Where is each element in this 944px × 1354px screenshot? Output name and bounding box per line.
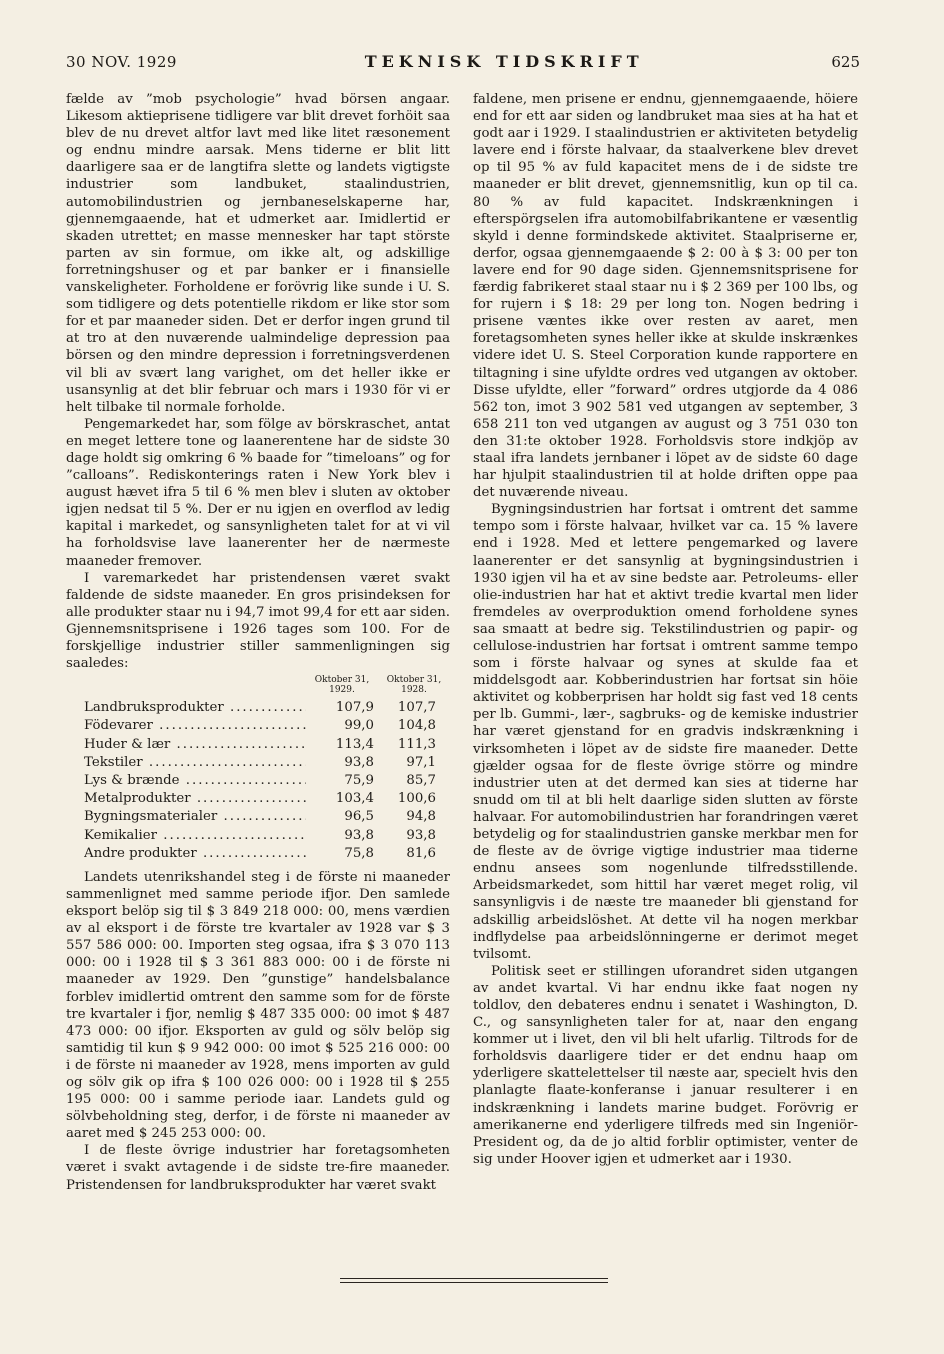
value-1928: 100,6 [397, 791, 436, 807]
issue-date: 30 NOV. 1929 [66, 53, 177, 71]
value-1928: 104,8 [397, 718, 436, 734]
table-row [66, 699, 450, 717]
price-index-table [66, 675, 450, 863]
paragraph: I de fleste övrige industrier har foretagsomheten været i svakt avtagende i de sidste tre-fire maaneder. Pristendensen for landbruksprodukter har været svakt [66, 1143, 450, 1193]
row-label: Andre produkter ..... [84, 845, 306, 862]
row-label: Kemikalier ..... [84, 827, 306, 844]
value-1929: 113,4 [335, 736, 374, 752]
value-1928: 81,6 [406, 845, 436, 861]
table-row [66, 827, 450, 845]
paragraph: I varemarkedet har pristendensen været svakt faldende de sidste maaneder. En gros prisindeksen for alle produkter staar nu i 94,7 imot 99,4 for ett aar siden. Gjennemsnitsprisene i 1926 tages som 100. For de forskjellige industrier stiller sammenligningen sig saaledes: [66, 570, 450, 672]
value-1929: 96,5 [344, 809, 374, 825]
value-1929: 99,0 [344, 718, 374, 734]
value-1928: 107,7 [397, 700, 436, 716]
row-label: Metalprodukter ..... [84, 790, 306, 807]
page-header [66, 52, 860, 80]
row-label: Huder & lær ..... [84, 736, 306, 753]
table-row [66, 790, 450, 808]
value-1929: 75,9 [344, 772, 374, 788]
value-1929: 93,8 [344, 754, 374, 770]
paragraph: Politisk seet er stillingen uforandret siden utgangen av andet kvartal. Vi har endnu ikke faat nogen ny toldlov, den debateres endnu i senatet i Washington, D. C., og sansynligheten taler for at, naar den engang kommer ut i livet, den vil bli helt ufarlig. Tiltrods for de forholdsvis daarligere tider er det endnu haap om yderligere skattelettelser til næste aar, specielt hvis den planlagte flaate-konferanse i januar resulterer i en indskrænkning i landets marine budget. Forövrig er amerikanerne end yderligere tilfreds med sin Ingeniör-President og, da de jo altid forblir optimister, venter de sig under Hoover igjen et udmerket aar i 1930. [473, 963, 858, 1167]
paragraph: Pengemarkedet har, som fölge av börskraschet, antat en meget lettere tone og laanerentene har de sidste 30 dage holdt sig omkring 6 % baade for ”timeloans” og for ”calloans”. Rediskonterings raten i New York blev i august hævet ifra 5 til 6 % men blev i sluten av oktober igjen nedsat til 5 %. Der er nu igjen en overflod av ledig kapital i markedet, og sansynligheten talet for at vi vil ha forholdsvise lave laanerenter her de nærmeste maaneder fremover. [66, 416, 450, 569]
column-header-1929: Oktober 31, 1929. [314, 675, 370, 696]
value-1928: 85,7 [406, 772, 436, 788]
left-column [66, 91, 450, 1194]
paragraph: faldene, men prisene er endnu, gjennemgaaende, höiere end for ett aar siden og landbruket maa sies at ha hat et godt aar i 1929. I staalindustrien er aktiviteten betydelig lavere end i förste halvaar, da staalverkene blev drevet op til 95 % av fuld kapacitet mens de i de sidste tre maaneder er blit drevet, gjennemsnitlig, kun op til ca. 80 % av fuld kapacitet. Indskrænkningen i efterspörgselen ifra automobilfabrikantene er væsentlig skyld i denne formindskede aktivitet. Staalpriserne er, derfor, ogsaa gjennemgaaende $ 2: 00 à $ 3: 00 per ton lavere end for 90 dage siden. Gjennemsnitsprisene for færdig fabrikeret staal staar nu i $ 2 369 per 100 lbs, og for rujern i $ 18: 29 per long ton. Nogen bedring i prisene væntes ikke over resten av aaret, men foretagsomheten synes heller ikke at skulde inskrænkes videre idet U. S. Steel Corporation kunde rapportere en tiltagning i sine ufyldte ordres ved utgangen av oktober. Disse ufyldte, eller ”forward” ordres utgjorde da 4 086 562 ton, imot 3 902 581 ved utgangen av september, 3 658 211 ton ved utgangen av august og 3 751 030 ton den 31:te oktober 1928. Forholdsvis store indkjöp av staal ifra landets jernbaner i löpet av de sidste 60 dage har hjulpit staalindustrien til at holde driften oppe paa det nuværende niveau. [473, 92, 858, 501]
table-row [66, 772, 450, 790]
end-rule [340, 1278, 608, 1279]
table-row [66, 845, 450, 863]
row-label: Bygningsmaterialer ..... [84, 808, 306, 825]
value-1928: 97,1 [406, 754, 436, 770]
row-label: Landbruksprodukter ..... [84, 699, 306, 716]
paragraph: Bygningsindustrien har fortsat i omtrent det samme tempo som i förste halvaar, hvilket var ca. 15 % lavere end i 1928. Med et lettere pengemarked og lavere laanerenter er det sansynlig at bygningsindustrien i 1930 igjen vil ha et av sine bedste aar. Petroleums- eller olie-industrien har hat et aktivt tredie kvartal men lider fremdeles av overproduktion omend forholdene synes saa smaatt at bedre sig. Tekstilindustrien og papir- og cellulose-industrien har fortsat i omtrent samme tempo som i förste halvaar og synes at skulde faa et middelsgodt aar. Kobberindustrien har fortsat sin höie aktivitet og kobberprisen har holdt sig fast ved 18 cents per lb. Gummi-, lær-, sagbruks- og de kemiske industrier har været gjenstand for en gradvis indskrænkning i virksomheten i löpet av de sidste fire maaneder. Dette gjælder ogsaa for de fleste övrige större og mindre industrier uten at det dermed kan sies at tiderne har snudd om til at bli helt daarlige siden slutten av förste halvaar. For automobilindustrien har forandringen været betydelig og for staalindustrien ganske merkbar men for de fleste av de övrige vigtige industrier maa tiderne endnu ansees som nogenlunde tilfredsstillende. Arbeidsmarkedet, som hittil har været meget rolig, vil sansynligvis i de næste tre maaneder bli gjenstand for adskillig arbeidslöshet. At dette vil ha nogen merkbar indflydelse paa arbeidslönningerne er derimot meget tvilsomt. [473, 502, 858, 962]
table-row [66, 736, 450, 754]
row-label: Tekstiler ..... [84, 754, 306, 771]
value-1929: 103,4 [335, 791, 374, 807]
table-row [66, 717, 450, 735]
right-column [473, 91, 858, 1168]
paragraph: Landets utenrikshandel steg i de förste ni maaneder sammenlignet med samme periode ifjor. Den samlede eksport belöp sig til $ 3 849 218 000: 00, mens værdien av al eksport i de förste tre kvartaler av 1928 var $ 3 557 586 000: 00. Importen steg ogsaa, ifra $ 3 070 113 000: 00 i 1928 til $ 3 361 883 000: 00 i de förste ni maaneder av 1929. Den ”gunstige” handelsbalance forblev imidlertid omtrent den samme som for de förste tre kvartaler i fjor, nemlig $ 487 335 000: 00 imot $ 487 473 000: 00 ifjor. Eksporten av guld og sölv belöp sig samtidig til kun $ 9 942 000: 00 imot $ 525 216 000: 00 i de förste ni maaneder av 1928, mens importen av guld og sölv gik op ifra $ 100 026 000: 00 i 1928 til $ 255 195 000: 00 i samme periode iaar. Landets guld og sölvbeholdning steg, derfor, i de förste ni maaneder av aaret med $ 245 253 000: 00. [66, 869, 450, 1142]
end-rule [340, 1282, 608, 1283]
value-1928: 111,3 [397, 736, 436, 752]
value-1928: 94,8 [406, 809, 436, 825]
value-1929: 75,8 [344, 845, 374, 861]
row-label: Födevarer ..... [84, 717, 306, 734]
page-number: 625 [831, 53, 860, 71]
journal-title: TEKNISK TIDSKRIFT [364, 52, 644, 71]
value-1929: 107,9 [335, 700, 374, 716]
value-1929: 93,8 [344, 827, 374, 843]
table-row [66, 754, 450, 772]
table-row [66, 808, 450, 826]
table-header [66, 675, 450, 695]
column-header-1928: Oktober 31, 1928. [386, 675, 442, 696]
paragraph: fælde av ”mob psychologie” hvad börsen angaar. Likesom aktieprisene tidligere var blit drevet forhöit saa blev de nu drevet altfor lavt med like litet ræsonement og endnu mindre aarsak. Mens tiderne er blit litt daarligere saa er de langtifra slette og landets vigtigste industrier som landbuket, staalindustrien, automobilindustrien og jernbaneselskaperne har, gjennemgaaende, hat et udmerket aar. Imidlertid er skaden utrettet; en masse mennesker har tapt störste parten av sin formue, om ikke alt, og adskillige forretningshuser og et par banker er i finansielle vanskeligheter. Forholdene er forövrig like sunde i U. S. som tidligere og dets potentielle rikdom er like stor som for et par maaneder siden. Det er derfor ingen grund til at tro at den nuværende ualmindelige depression paa börsen og den mindre depression i forretningsverdenen vil bli av svært lang varighet, om det heller ikke er usansynlig at det blir februar och mars i 1930 för vi er helt tilbake til normale forholde. [66, 92, 450, 415]
row-label: Lys & brænde ..... [84, 772, 306, 789]
value-1928: 93,8 [406, 827, 436, 843]
